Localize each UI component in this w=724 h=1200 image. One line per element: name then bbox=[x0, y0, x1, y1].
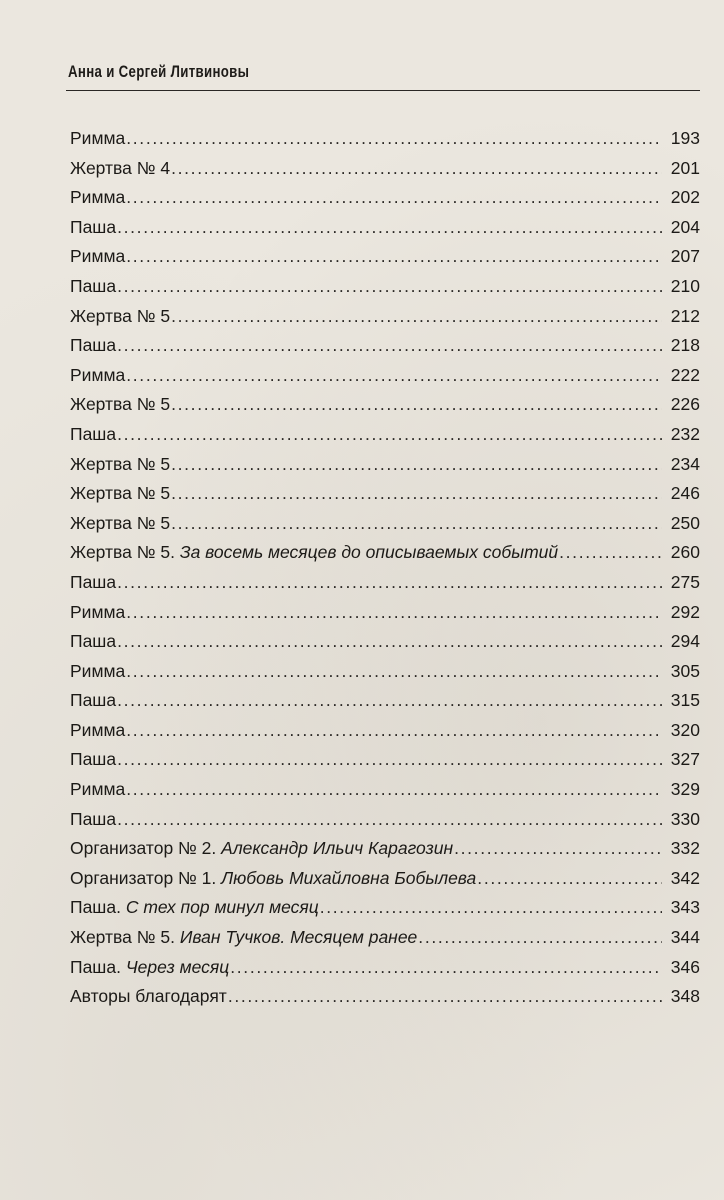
toc-page-number: 292 bbox=[670, 601, 700, 622]
toc-entry[interactable] bbox=[70, 805, 700, 835]
toc-leader-dots bbox=[126, 716, 662, 746]
table-of-contents bbox=[70, 124, 700, 1012]
toc-page-number: 346 bbox=[670, 956, 700, 977]
toc-page-number: 234 bbox=[670, 453, 700, 474]
toc-entry[interactable] bbox=[70, 834, 700, 864]
toc-leader-dots bbox=[126, 598, 662, 628]
toc-entry[interactable] bbox=[70, 124, 700, 154]
toc-entry[interactable] bbox=[70, 864, 700, 894]
toc-page-number: 330 bbox=[670, 808, 700, 829]
toc-leader-dots bbox=[171, 509, 662, 539]
toc-entry[interactable] bbox=[70, 183, 700, 213]
toc-leader-dots bbox=[171, 450, 662, 480]
toc-entry-subtitle: С тех пор минул месяц bbox=[125, 897, 319, 918]
toc-page-number: 222 bbox=[670, 364, 700, 385]
toc-entry-title: Паша bbox=[70, 275, 117, 296]
toc-entry[interactable] bbox=[70, 923, 700, 953]
toc-leader-dots bbox=[117, 686, 662, 716]
toc-page-number: 207 bbox=[670, 246, 700, 267]
toc-page-number: 218 bbox=[670, 335, 700, 356]
toc-leader-dots bbox=[117, 420, 662, 450]
running-head: Анна и Сергей Литвиновы bbox=[68, 62, 250, 81]
toc-entry[interactable] bbox=[70, 775, 700, 805]
toc-entry-title: Жертва № 5. За восемь месяцев до описываемых событий bbox=[70, 542, 559, 563]
toc-entry-title: Жертва № 4 bbox=[70, 157, 171, 178]
toc-entry-title: Организатор № 1. Любовь Михайловна Бобылева bbox=[70, 867, 477, 888]
toc-entry-title: Жертва № 5 bbox=[70, 453, 171, 474]
toc-leader-dots bbox=[171, 390, 662, 420]
toc-page-number: 204 bbox=[670, 216, 700, 237]
toc-page-number: 210 bbox=[670, 275, 700, 296]
toc-entry-subtitle: За восемь месяцев до описываемых событий bbox=[179, 542, 559, 563]
toc-page-number: 343 bbox=[670, 897, 700, 918]
toc-entry[interactable] bbox=[70, 420, 700, 450]
toc-entry-title: Римма bbox=[70, 187, 126, 208]
toc-entry[interactable] bbox=[70, 716, 700, 746]
toc-leader-dots bbox=[171, 479, 662, 509]
toc-entry-title: Паша bbox=[70, 423, 117, 444]
toc-leader-dots bbox=[477, 864, 662, 894]
toc-entry-title: Паша bbox=[70, 335, 117, 356]
toc-page-number: 320 bbox=[670, 719, 700, 740]
toc-entry[interactable] bbox=[70, 538, 700, 568]
toc-page-number: 329 bbox=[670, 779, 700, 800]
header-rule bbox=[66, 90, 700, 91]
toc-entry[interactable] bbox=[70, 686, 700, 716]
toc-leader-dots bbox=[117, 568, 662, 598]
toc-leader-dots bbox=[126, 124, 662, 154]
toc-page-number: 250 bbox=[670, 512, 700, 533]
toc-entry-title: Жертва № 5 bbox=[70, 512, 171, 533]
toc-page-number: 193 bbox=[670, 128, 700, 148]
toc-entry-title: Паша. С тех пор минул месяц bbox=[70, 897, 319, 918]
toc-entry-title: Паша bbox=[70, 216, 117, 237]
toc-entry-title: Жертва № 5 bbox=[70, 483, 171, 504]
toc-leader-dots bbox=[230, 953, 662, 983]
toc-entry-title: Организатор № 2. Александр Ильич Карагозин bbox=[70, 838, 454, 859]
toc-entry-title: Римма bbox=[70, 779, 126, 800]
toc-entry-title: Паша bbox=[70, 631, 117, 652]
toc-page-number: 305 bbox=[670, 660, 700, 681]
toc-page-number: 294 bbox=[670, 631, 700, 652]
toc-entry[interactable] bbox=[70, 361, 700, 391]
toc-page-number: 342 bbox=[670, 867, 700, 888]
toc-leader-dots bbox=[454, 834, 662, 864]
toc-page-number: 202 bbox=[670, 187, 700, 208]
toc-entry[interactable] bbox=[70, 982, 700, 1012]
toc-page-number: 315 bbox=[670, 690, 700, 711]
toc-page-number: 348 bbox=[670, 986, 700, 1007]
toc-entry[interactable] bbox=[70, 450, 700, 480]
toc-page-number: 246 bbox=[670, 483, 700, 504]
toc-leader-dots bbox=[117, 627, 662, 657]
toc-entry[interactable] bbox=[70, 479, 700, 509]
toc-entry[interactable] bbox=[70, 627, 700, 657]
toc-entry-title: Паша bbox=[70, 749, 117, 770]
toc-entry[interactable] bbox=[70, 598, 700, 628]
toc-leader-dots bbox=[228, 982, 662, 1012]
toc-page-number: 275 bbox=[670, 571, 700, 592]
toc-leader-dots bbox=[117, 272, 662, 302]
toc-entry-title: Римма bbox=[70, 719, 126, 740]
toc-entry-subtitle: Иван Тучков. Месяцем ранее bbox=[179, 927, 418, 948]
toc-leader-dots bbox=[320, 893, 662, 923]
toc-entry[interactable] bbox=[70, 657, 700, 687]
toc-entry[interactable] bbox=[70, 893, 700, 923]
toc-page-number: 226 bbox=[670, 394, 700, 415]
toc-leader-dots bbox=[559, 538, 662, 568]
toc-leader-dots bbox=[117, 805, 662, 835]
toc-entry-title: Паша bbox=[70, 690, 117, 711]
toc-entry[interactable] bbox=[70, 272, 700, 302]
toc-entry[interactable] bbox=[70, 568, 700, 598]
toc-leader-dots bbox=[171, 302, 662, 332]
toc-entry-title: Жертва № 5. Иван Тучков. Месяцем ранее bbox=[70, 927, 418, 948]
toc-leader-dots bbox=[126, 775, 662, 805]
toc-entry-title: Римма bbox=[70, 660, 126, 681]
toc-entry[interactable] bbox=[70, 242, 700, 272]
toc-entry-title: Паша bbox=[70, 808, 117, 829]
toc-entry-title: Паша bbox=[70, 571, 117, 592]
toc-entry-title: Римма bbox=[70, 128, 126, 148]
toc-entry[interactable] bbox=[70, 154, 700, 184]
toc-leader-dots bbox=[126, 183, 662, 213]
toc-leader-dots bbox=[117, 331, 662, 361]
toc-entry-subtitle: Любовь Михайловна Бобылева bbox=[221, 867, 477, 888]
toc-leader-dots bbox=[126, 657, 662, 687]
toc-leader-dots bbox=[126, 242, 662, 272]
toc-leader-dots bbox=[171, 154, 662, 184]
toc-entry-title: Авторы благодарят bbox=[70, 986, 227, 1007]
toc-entry-title: Римма bbox=[70, 364, 126, 385]
toc-entry-subtitle: Александр Ильич Карагозин bbox=[221, 838, 454, 859]
toc-entry[interactable] bbox=[70, 302, 700, 332]
toc-page-number: 344 bbox=[670, 927, 700, 948]
toc-entry-title: Жертва № 5 bbox=[70, 305, 171, 326]
toc-page-number: 327 bbox=[670, 749, 700, 770]
toc-entry-title: Жертва № 5 bbox=[70, 394, 171, 415]
toc-page-number: 260 bbox=[670, 542, 700, 563]
toc-entry[interactable] bbox=[70, 953, 700, 983]
toc-page-number: 232 bbox=[670, 423, 700, 444]
toc-entry[interactable] bbox=[70, 509, 700, 539]
toc-entry[interactable] bbox=[70, 213, 700, 243]
toc-page-number: 201 bbox=[670, 157, 700, 178]
toc-entry[interactable] bbox=[70, 331, 700, 361]
toc-entry-title: Паша. Через месяц bbox=[70, 956, 230, 977]
toc-leader-dots bbox=[117, 745, 662, 775]
toc-leader-dots bbox=[418, 923, 662, 953]
toc-entry[interactable] bbox=[70, 745, 700, 775]
toc-entry-title: Римма bbox=[70, 601, 126, 622]
toc-leader-dots bbox=[126, 361, 662, 391]
toc-entry-title: Римма bbox=[70, 246, 126, 267]
toc-page-number: 332 bbox=[670, 838, 700, 859]
toc-entry-subtitle: Через месяц bbox=[125, 956, 230, 977]
toc-entry[interactable] bbox=[70, 390, 700, 420]
toc-page-number: 212 bbox=[670, 305, 700, 326]
toc-leader-dots bbox=[117, 213, 662, 243]
